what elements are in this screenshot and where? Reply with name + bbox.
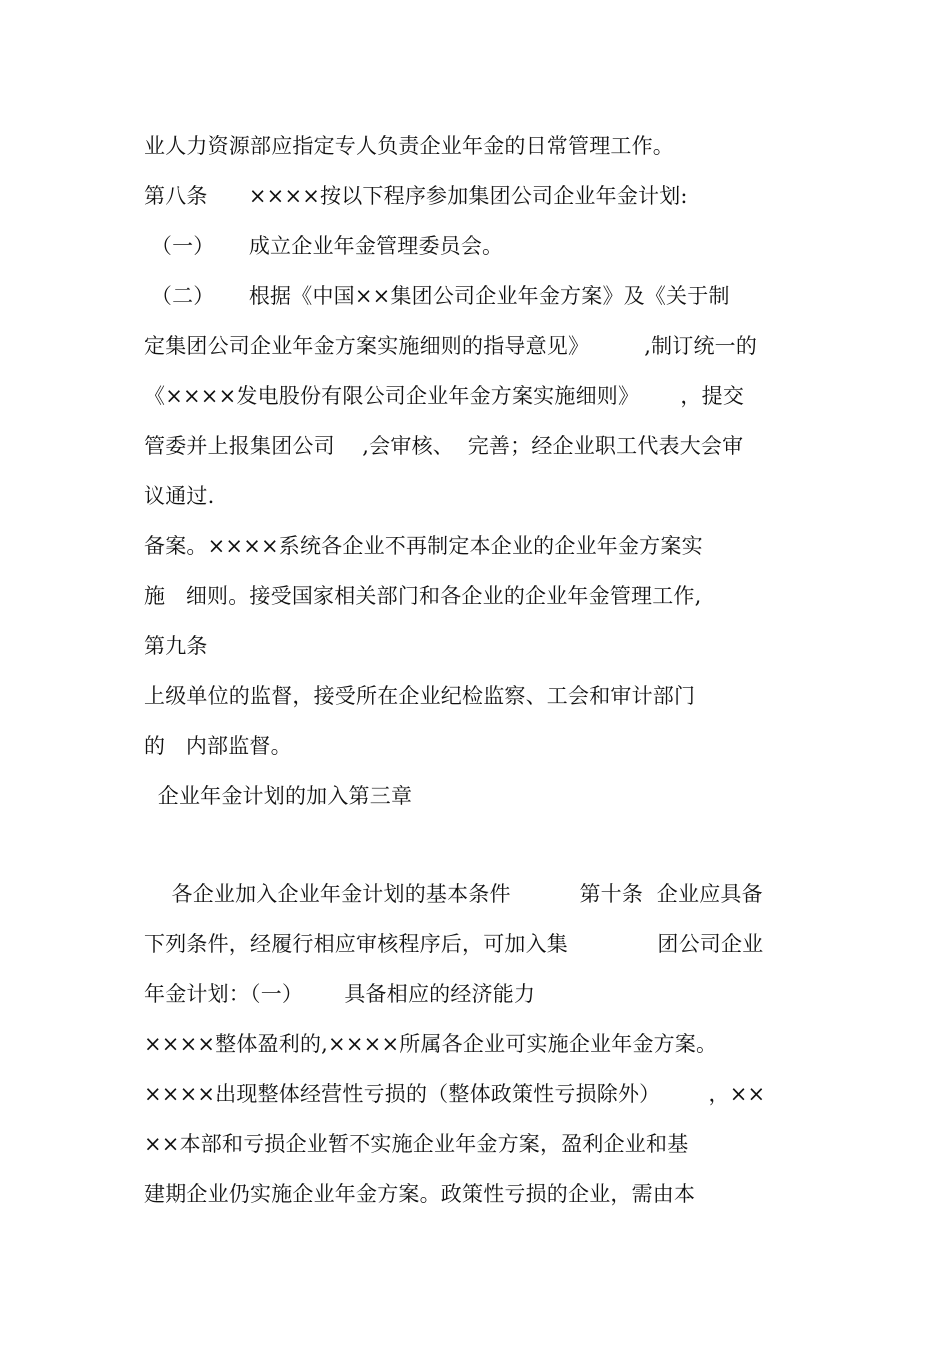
item-1-line: （一） 成立企业年金管理委员会。 bbox=[144, 234, 504, 258]
chapter-3-heading: 企业年金计划的加入第三章 bbox=[144, 784, 413, 808]
text-line-5: 定集团公司企业年金方案实施细则的指导意见》 ,制订统一的 bbox=[144, 334, 758, 358]
text-line-8: 议通过. bbox=[144, 484, 215, 508]
text-line-20: ××本部和亏损企业暂不实施企业年金方案，盈利企业和基 bbox=[144, 1132, 689, 1156]
article-10-line: 各企业加入企业年金计划的基本条件 第十条 企业应具备 bbox=[144, 882, 763, 906]
text-line-10: 施 细则。接受国家相关部门和各企业的企业年金管理工作, bbox=[144, 584, 702, 608]
text-line-1: 业人力资源部应指定专人负责企业年金的日常管理工作。 bbox=[144, 134, 674, 158]
text-line-12: 上级单位的监督，接受所在企业纪检监察、工会和审计部门 bbox=[144, 684, 696, 708]
text-line-21: 建期企业仍实施企业年金方案。政策性亏损的企业，需由本 bbox=[144, 1182, 696, 1206]
text-line-13: 的 内部监督。 bbox=[144, 734, 292, 758]
item-2-line: （二） 根据《中国××集团公司企业年金方案》及《关于制 bbox=[144, 284, 730, 308]
text-line-17: 年金计划：（一） 具备相应的经济能力 bbox=[144, 982, 536, 1006]
text-line-16: 下列条件，经履行相应审核程序后，可加入集 团公司企业 bbox=[144, 932, 764, 956]
article-8-line: 第八条 ××××按以下程序参加集团公司企业年金计划: bbox=[144, 184, 688, 208]
text-line-9: 备案。××××系统各企业不再制定本企业的企业年金方案实 bbox=[144, 534, 703, 558]
text-line-6: 《××××发电股份有限公司企业年金方案实施细则》 ，提交 bbox=[144, 384, 745, 408]
article-9-heading: 第九条 bbox=[144, 634, 208, 658]
text-line-18: ××××整体盈利的,××××所属各企业可实施企业年金方案。 bbox=[144, 1032, 718, 1056]
text-line-7: 管委并上报集团公司 ,会审核、 完善；经企业职工代表大会审 bbox=[144, 434, 744, 458]
text-line-19: ××××出现整体经营性亏损的（整体政策性亏损除外） ，×× bbox=[144, 1082, 766, 1106]
